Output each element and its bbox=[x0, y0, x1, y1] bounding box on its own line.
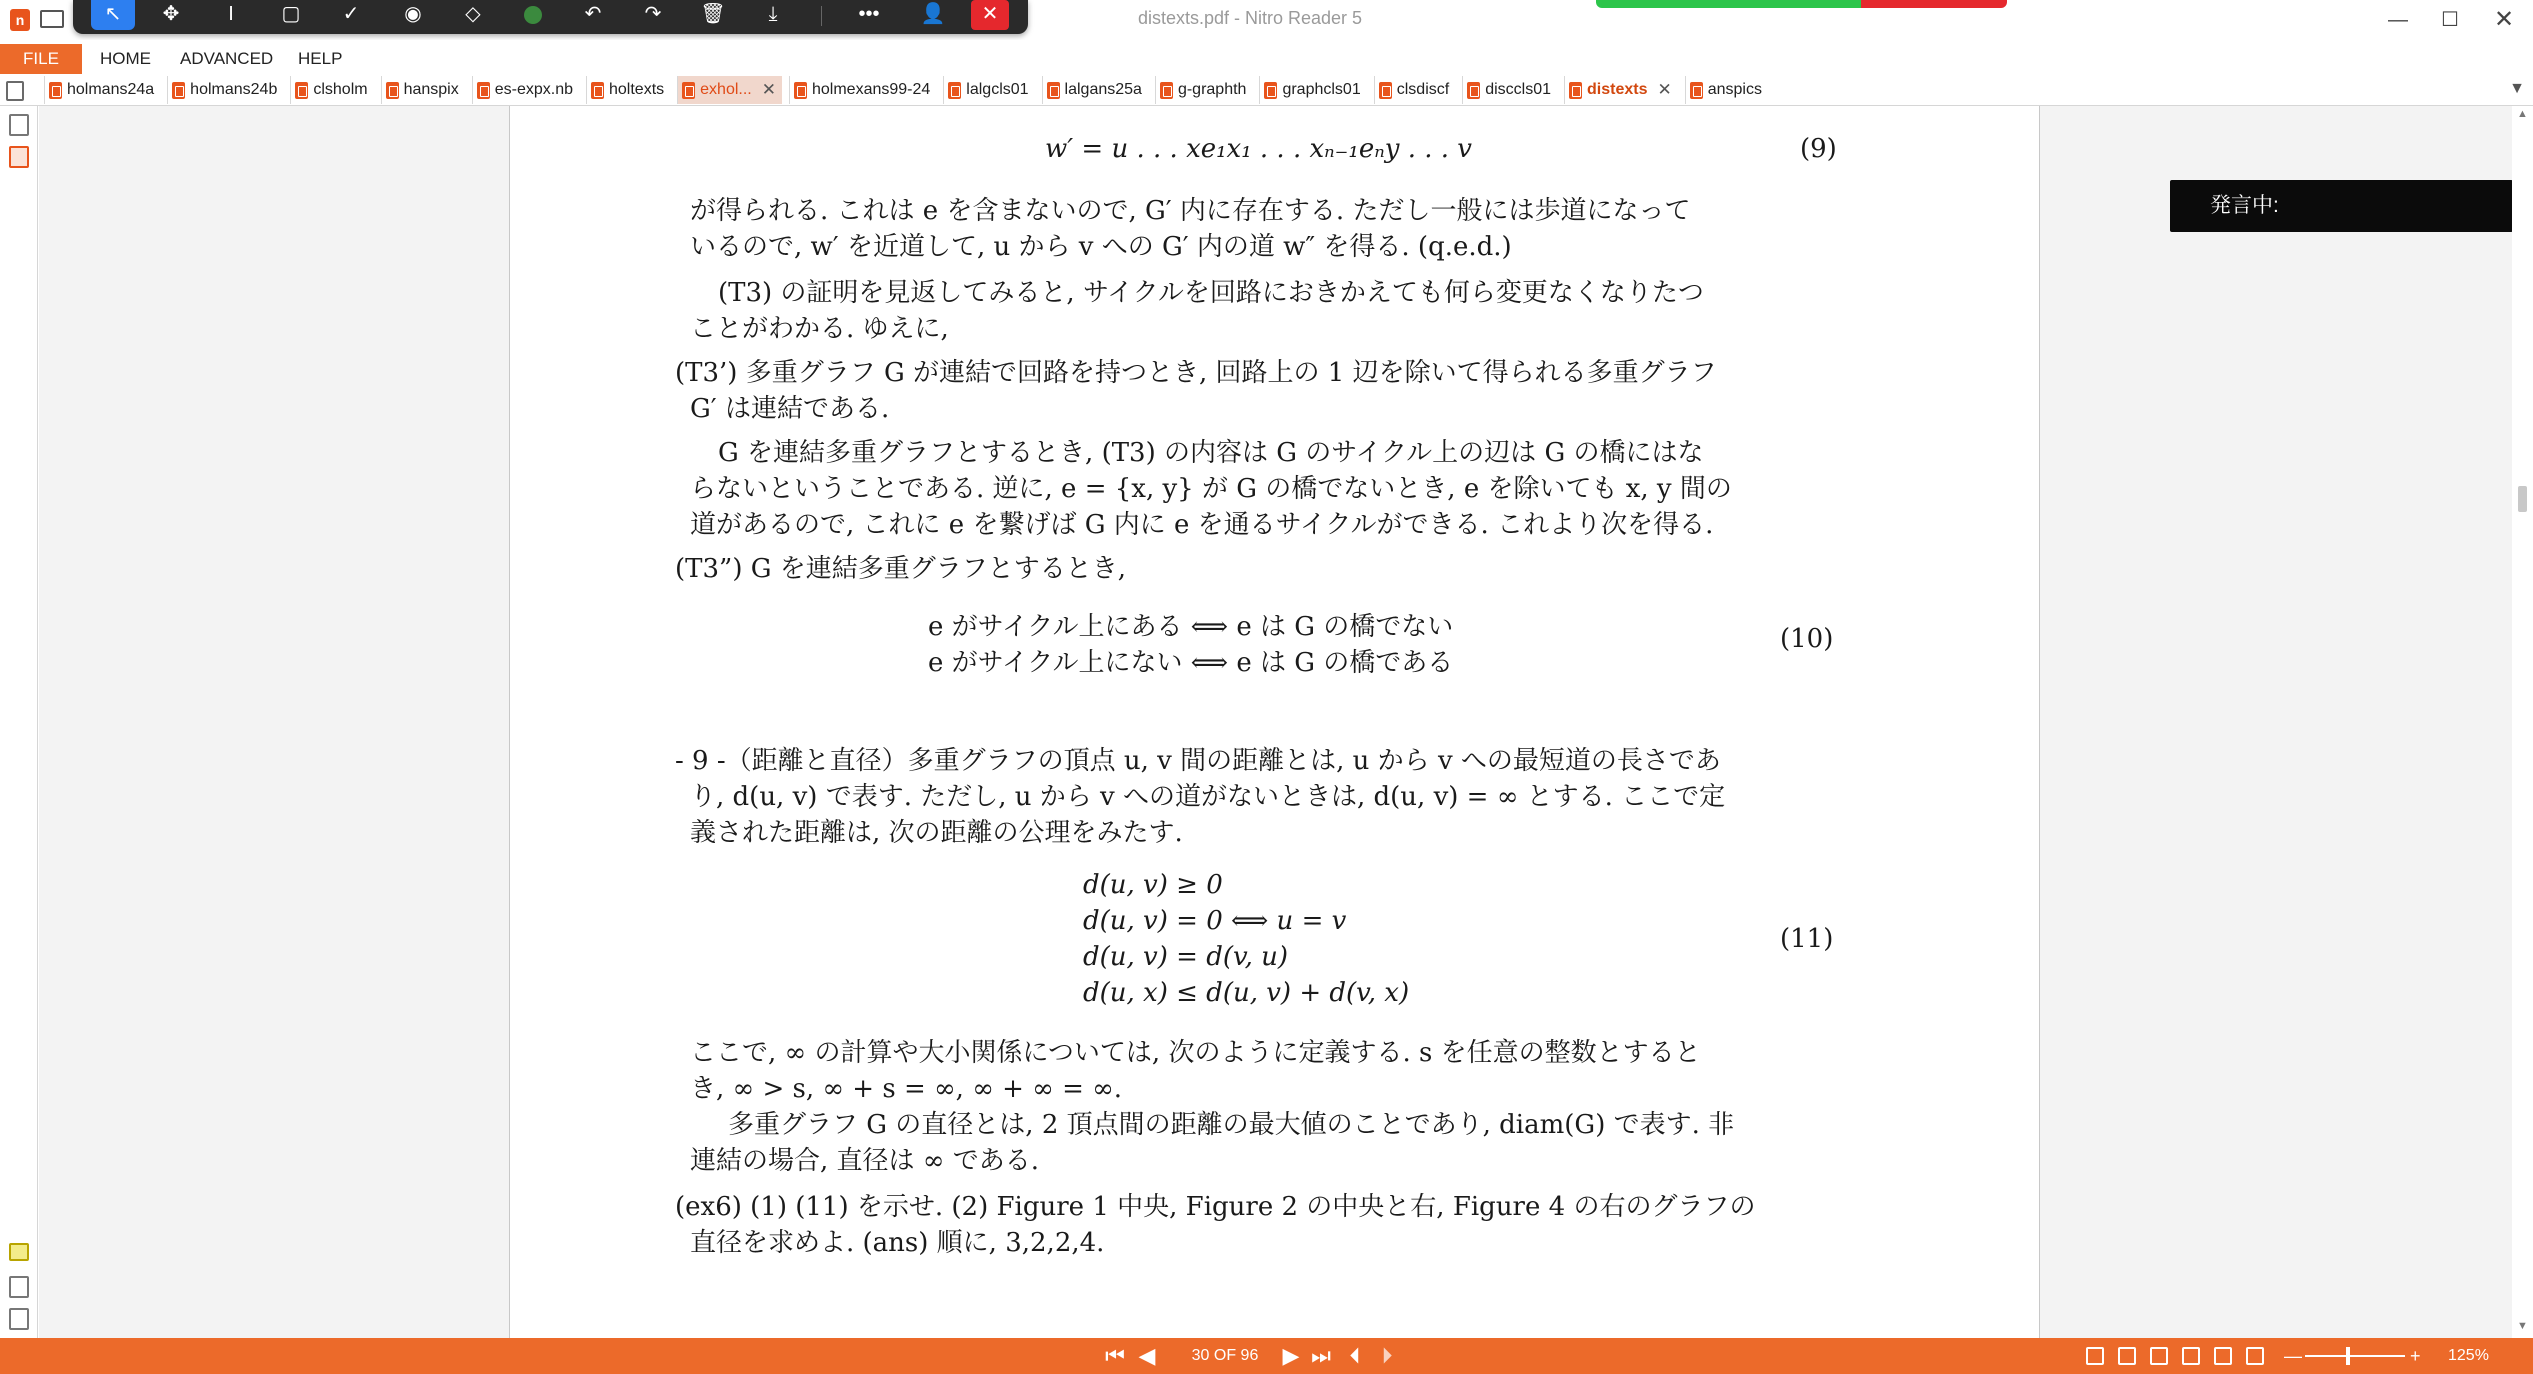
tab-label: distexts bbox=[1587, 81, 1648, 98]
check-icon[interactable]: ✓ bbox=[342, 3, 360, 25]
pdf-icon bbox=[1264, 82, 1277, 99]
tab-holmexans99-24[interactable] bbox=[789, 76, 936, 104]
pdf-icon bbox=[1467, 82, 1480, 99]
equation-11-line-1: d(u, v) ≥ 0 bbox=[1083, 870, 1223, 900]
tab-distexts[interactable] bbox=[1564, 76, 1678, 104]
text-cursor-icon[interactable]: I bbox=[228, 3, 234, 25]
color-dot-icon bbox=[524, 6, 542, 24]
select-arrow-icon[interactable]: ↖ bbox=[91, 0, 135, 30]
pdf-icon bbox=[794, 82, 807, 99]
scroll-thumb[interactable] bbox=[2518, 486, 2527, 512]
pdf-icon bbox=[1379, 82, 1392, 99]
first-page-button[interactable]: ⏮ bbox=[1105, 1343, 1125, 1368]
text-line: り, d(u, v) で表す. ただし, u から v への道がないときは, d(u, v) = ∞ とする. ここで定 bbox=[690, 782, 1726, 812]
pdf-icon bbox=[172, 82, 185, 99]
menu-advanced[interactable]: ADVANCED bbox=[180, 49, 274, 68]
zoom-slider-thumb[interactable] bbox=[2346, 1347, 2350, 1365]
trash-icon[interactable]: 🗑 bbox=[700, 3, 726, 25]
tab-es-expx[interactable] bbox=[472, 76, 579, 104]
move-icon[interactable]: ✥ bbox=[162, 3, 180, 25]
pdf-icon bbox=[1047, 82, 1060, 99]
menu-bar bbox=[0, 40, 2533, 74]
undo-icon[interactable]: ↶ bbox=[584, 3, 602, 25]
next-page-button[interactable]: ▶ bbox=[1282, 1343, 1300, 1368]
tab-label: es-expx.nb bbox=[494, 81, 573, 98]
equation-10-line-1: e がサイクル上にある ⟺ e は G の橋でない bbox=[928, 612, 1454, 642]
single-page-view-icon[interactable] bbox=[2086, 1347, 2104, 1365]
text-line: 道があるので, これに e を繋げば G 内に e を通るサイクルができる. これより次を得る. bbox=[690, 510, 1714, 540]
previous-view-button[interactable]: ⏴ bbox=[1349, 1343, 1361, 1368]
tab-label: lalgcls01 bbox=[966, 81, 1029, 98]
audio-level-red bbox=[1861, 0, 2007, 8]
tab-exhol[interactable] bbox=[677, 76, 782, 104]
tab-label: disccls01 bbox=[1485, 81, 1551, 98]
pdf-icon bbox=[1690, 82, 1703, 99]
scroll-up-icon[interactable]: ▲ bbox=[2517, 108, 2528, 120]
tab-graphcls01[interactable] bbox=[1259, 76, 1366, 104]
tab-holmans24a[interactable] bbox=[44, 76, 160, 104]
text-line: 多重グラフ G の直径とは, 2 頂点間の距離の最大値のことであり, diam(G) で表す. 非 bbox=[728, 1110, 1735, 1140]
tab-label: holmexans99-24 bbox=[811, 81, 931, 98]
zoom-slider-track[interactable] bbox=[2305, 1355, 2405, 1357]
redo-icon[interactable]: ↷ bbox=[644, 3, 662, 25]
attachments-icon[interactable] bbox=[9, 1276, 29, 1298]
zoom-in-button[interactable]: + bbox=[2410, 1346, 2421, 1366]
tab-holmans24b[interactable] bbox=[167, 76, 283, 104]
maximize-button[interactable]: ☐ bbox=[2441, 9, 2459, 31]
equation-10-line-2: e がサイクル上にない ⟺ e は G の橋である bbox=[928, 648, 1454, 678]
pages-panel-icon[interactable] bbox=[6, 81, 24, 101]
text-line: ことがわかる. ゆえに, bbox=[690, 314, 949, 344]
text-line: 直径を求めよ. (ans) 順に, 3,2,2,4. bbox=[690, 1228, 1105, 1258]
menu-help[interactable]: HELP bbox=[298, 49, 343, 68]
tab-clsholm[interactable] bbox=[290, 76, 373, 104]
user-icon[interactable]: 👤 bbox=[920, 3, 946, 25]
full-screen-icon[interactable] bbox=[2246, 1347, 2264, 1365]
tab-close-icon[interactable]: ✕ bbox=[761, 80, 776, 99]
equation-11-line-4: d(u, x) ≤ d(u, v) + d(v, x) bbox=[1083, 978, 1410, 1008]
pdf-icon bbox=[386, 82, 399, 99]
tab-label: graphcls01 bbox=[1282, 81, 1361, 98]
text-line: 連結の場合, 直径は ∞ である. bbox=[690, 1146, 1039, 1176]
tab-lalgans25a[interactable] bbox=[1042, 76, 1148, 104]
speech-status-box: 発言中: bbox=[2170, 180, 2513, 232]
tab-label: holtexts bbox=[609, 81, 665, 98]
open-folder-icon[interactable] bbox=[40, 10, 64, 28]
equation-number-11: (11) bbox=[1780, 924, 1834, 954]
tab-lalgcls01[interactable] bbox=[943, 76, 1034, 104]
zoom-level[interactable]: 125% bbox=[2448, 1347, 2489, 1364]
tab-overflow-chevron-icon[interactable]: ▼ bbox=[2509, 80, 2525, 97]
text-line: ここで, ∞ の計算や大小関係については, 次のように定義する. s を任意の整数とすると bbox=[690, 1038, 1701, 1068]
continuous-view-icon[interactable] bbox=[2118, 1347, 2136, 1365]
tab-label: clsdiscf bbox=[1396, 81, 1450, 98]
pdf-icon bbox=[1569, 82, 1582, 99]
tab-label: holmans24b bbox=[190, 81, 278, 98]
text-line: き, ∞ > s, ∞ + s = ∞, ∞ + ∞ = ∞. bbox=[690, 1074, 1123, 1104]
text-line: らないということである. 逆に, e = {x, y} が G の橋でないとき, e を除いても x, y 間の bbox=[690, 474, 1732, 504]
left-panel-rail bbox=[0, 106, 38, 1338]
highlighter-icon[interactable]: ◇ bbox=[465, 3, 481, 25]
menu-file[interactable]: FILE bbox=[0, 44, 82, 74]
tab-label: exhol... bbox=[700, 81, 752, 98]
pdf-icon bbox=[591, 82, 604, 99]
bookmarks-icon[interactable] bbox=[9, 146, 29, 168]
text-line: 義された距離は, 次の距離の公理をみたす. bbox=[690, 818, 1183, 848]
equation-11-line-2: d(u, v) = 0 ⟺ u = v bbox=[1083, 906, 1347, 936]
text-line: G′ は連結である. bbox=[690, 394, 890, 424]
tab-clsdiscf[interactable] bbox=[1374, 76, 1455, 104]
text-line: が得られる. これは e を含まないので, G′ 内に存在する. ただし一般には歩道になって bbox=[690, 196, 1691, 226]
vertical-scrollbar[interactable] bbox=[2512, 106, 2533, 1338]
last-page-button[interactable]: ⏭ bbox=[1311, 1343, 1331, 1368]
text-line: G を連結多重グラフとするとき, (T3) の内容は G のサイクル上の辺は G の橋にはな bbox=[718, 438, 1704, 468]
audio-level-green bbox=[1596, 0, 1861, 8]
page-number-indicator[interactable]: 30 OF 96 bbox=[1191, 1347, 1259, 1364]
tab-label: lalgans25a bbox=[1064, 81, 1142, 98]
layers-icon[interactable] bbox=[9, 1308, 29, 1330]
window-title: distexts.pdf - Nitro Reader 5 bbox=[1137, 8, 1363, 28]
pdf-icon bbox=[682, 82, 695, 99]
zoom-out-button[interactable]: — bbox=[2284, 1346, 2302, 1366]
tab-label: holmans24a bbox=[67, 81, 155, 98]
tab-label: anspics bbox=[1707, 81, 1762, 98]
comments-icon[interactable] bbox=[9, 1243, 29, 1261]
pdf-icon bbox=[49, 82, 62, 99]
pdf-page bbox=[509, 106, 2040, 1338]
document-tab-bar bbox=[0, 74, 2533, 106]
equation-number-9: (9) bbox=[1800, 134, 1837, 164]
equation-number-10: (10) bbox=[1780, 624, 1834, 654]
window-close-button[interactable]: ✕ bbox=[2493, 6, 2515, 33]
tab-anspics[interactable] bbox=[1685, 76, 1768, 104]
pdf-icon bbox=[477, 82, 490, 99]
tab-holtexts[interactable] bbox=[586, 76, 670, 104]
rectangle-icon[interactable]: ▢ bbox=[281, 3, 301, 25]
nitro-logo-icon: n bbox=[10, 9, 30, 31]
pdf-icon bbox=[1160, 82, 1173, 99]
equation-11-line-3: d(u, v) = d(v, u) bbox=[1083, 942, 1289, 972]
theorem-t3-double-prime: (T3”) G を連結多重グラフとするとき, bbox=[675, 554, 1127, 584]
menu-home[interactable]: HOME bbox=[100, 49, 151, 68]
previous-page-button[interactable]: ◀ bbox=[1138, 1343, 1156, 1368]
document-viewport[interactable] bbox=[39, 106, 2512, 1338]
annotation-toolbar bbox=[73, 0, 1028, 34]
toolbar-close-button[interactable]: ✕ bbox=[971, 0, 1009, 30]
page-thumbnails-icon[interactable] bbox=[9, 114, 29, 136]
exercise-ex6: (ex6) (1) (11) を示せ. (2) Figure 1 中央, Figure 2 の中央と右, Figure 4 の右のグラフの bbox=[675, 1192, 1756, 1222]
equation-9: w′ = u . . . xe₁x₁ . . . xₙ₋₁eₙy . . . v bbox=[1045, 134, 1472, 164]
facing-continuous-view-icon[interactable] bbox=[2182, 1347, 2200, 1365]
tab-hanspix[interactable] bbox=[381, 76, 465, 104]
tab-disccls01[interactable] bbox=[1462, 76, 1557, 104]
download-icon[interactable]: ⤓ bbox=[768, 3, 778, 25]
stamp-icon[interactable]: ◉ bbox=[404, 3, 422, 25]
minimize-button[interactable]: — bbox=[2388, 9, 2408, 31]
pdf-icon bbox=[295, 82, 308, 99]
status-bar bbox=[0, 1338, 2533, 1374]
tab-list bbox=[44, 74, 1775, 106]
pdf-icon bbox=[948, 82, 961, 99]
scroll-down-icon[interactable]: ▼ bbox=[2517, 1320, 2528, 1332]
more-options-icon[interactable]: ••• bbox=[858, 3, 880, 25]
tab-label: g-graphth bbox=[1177, 81, 1247, 98]
section-9-heading: - 9 -（距離と直径）多重グラフの頂点 u, v 間の距離とは, u から v への最短道の長さであ bbox=[675, 746, 1721, 776]
text-line: (T3) の証明を見返してみると, サイクルを回路におきかえても何ら変更なくなりたつ bbox=[718, 278, 1704, 308]
toolbar-divider bbox=[821, 6, 822, 26]
color-picker-button[interactable] bbox=[511, 0, 555, 30]
tab-label: hanspix bbox=[403, 81, 459, 98]
next-view-button[interactable]: ⏵ bbox=[1381, 1343, 1393, 1368]
facing-view-icon[interactable] bbox=[2150, 1347, 2168, 1365]
tab-label: clsholm bbox=[313, 81, 368, 98]
fit-width-icon[interactable] bbox=[2214, 1347, 2232, 1365]
tab-close-icon[interactable]: ✕ bbox=[1657, 80, 1672, 99]
tab-g-graphth[interactable] bbox=[1155, 76, 1253, 104]
theorem-t3-prime: (T3’) 多重グラフ G が連結で回路を持つとき, 回路上の 1 辺を除いて得られる多重グラフ bbox=[675, 358, 1717, 388]
text-line: いるので, w′ を近道して, u から v への G′ 内の道 w″ を得る. (q.e.d.) bbox=[690, 232, 1512, 262]
